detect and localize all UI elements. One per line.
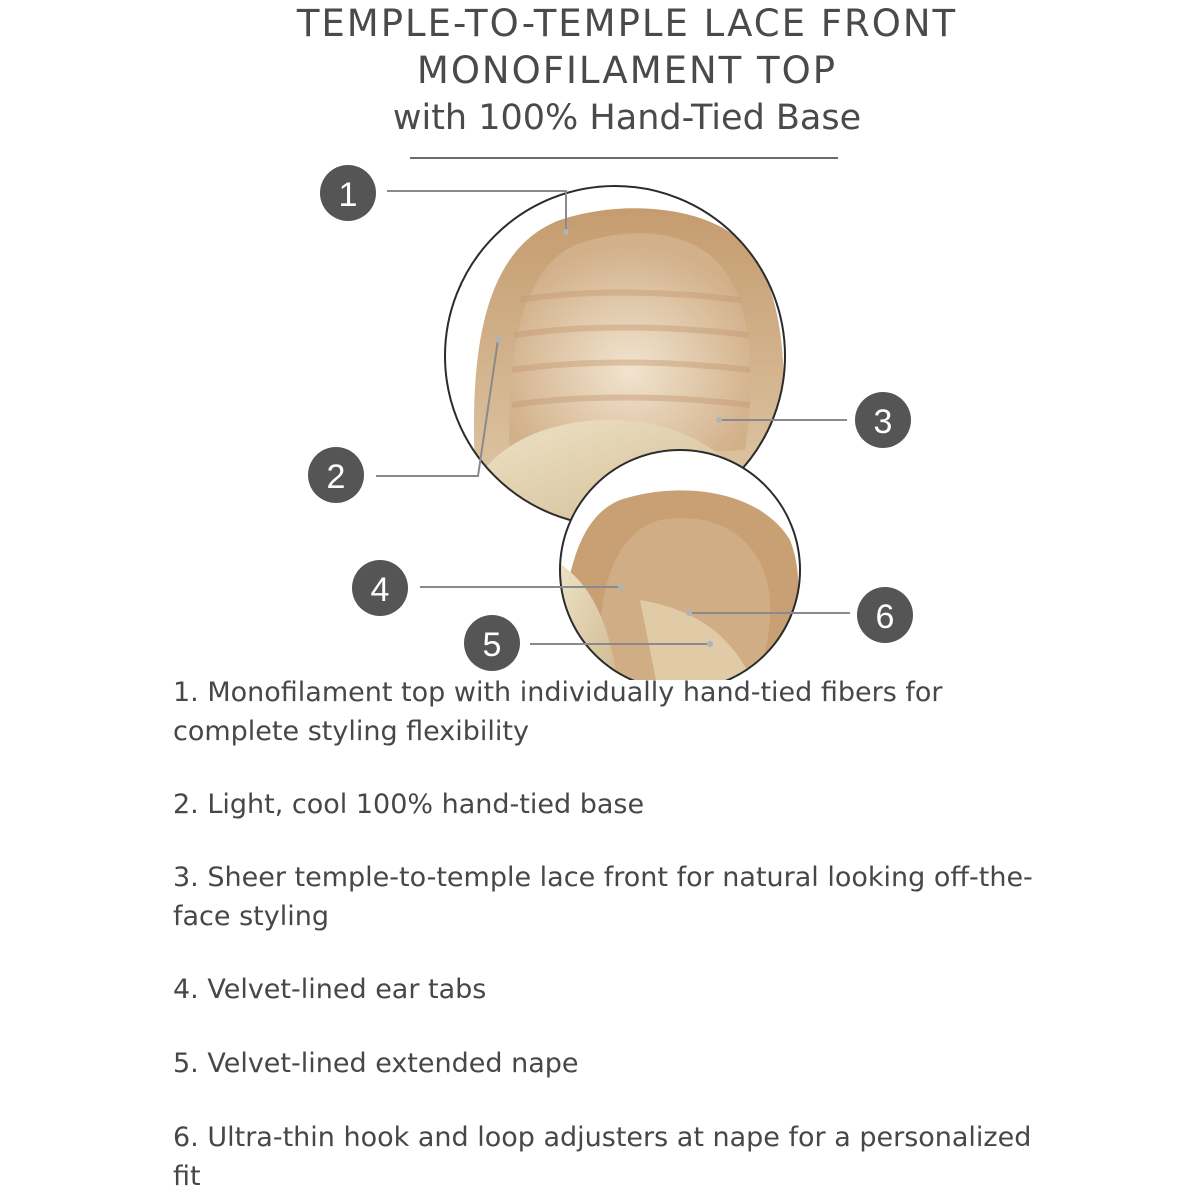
callout-6-label: 6 (875, 598, 895, 636)
callout-6 (857, 587, 913, 643)
description-4: 4. Velvet-lined ear tabs (173, 974, 487, 1005)
callout-2-label: 2 (326, 458, 346, 496)
description-5: 5. Velvet-lined extended nape (173, 1048, 579, 1079)
title-line-1: TEMPLE-TO-TEMPLE LACE FRONT (296, 2, 958, 45)
callout-3-label: 3 (873, 403, 893, 441)
callout-4-label: 4 (370, 571, 390, 609)
callout-1-label: 1 (338, 176, 358, 214)
description-1: 1. Monofilament top with individually hand-tied fibers for complete styling flexibility (173, 677, 943, 747)
callout-2 (308, 447, 364, 503)
callout-5 (464, 615, 520, 671)
description-3: 3. Sheer temple-to-temple lace front for natural looking off-the-face styling (173, 862, 1033, 932)
callout-3 (855, 392, 911, 448)
title-line-3: with 100% Hand-Tied Base (392, 98, 862, 138)
callout-1 (320, 165, 376, 221)
callout-4 (352, 560, 408, 616)
description-6: 6. Ultra-thin hook and loop adjusters at nape for a personalized fit (173, 1122, 1032, 1192)
callout-5-label: 5 (482, 626, 502, 664)
title-line-2: MONOFILAMENT TOP (416, 49, 838, 92)
description-2: 2. Light, cool 100% hand-tied base (173, 789, 645, 820)
